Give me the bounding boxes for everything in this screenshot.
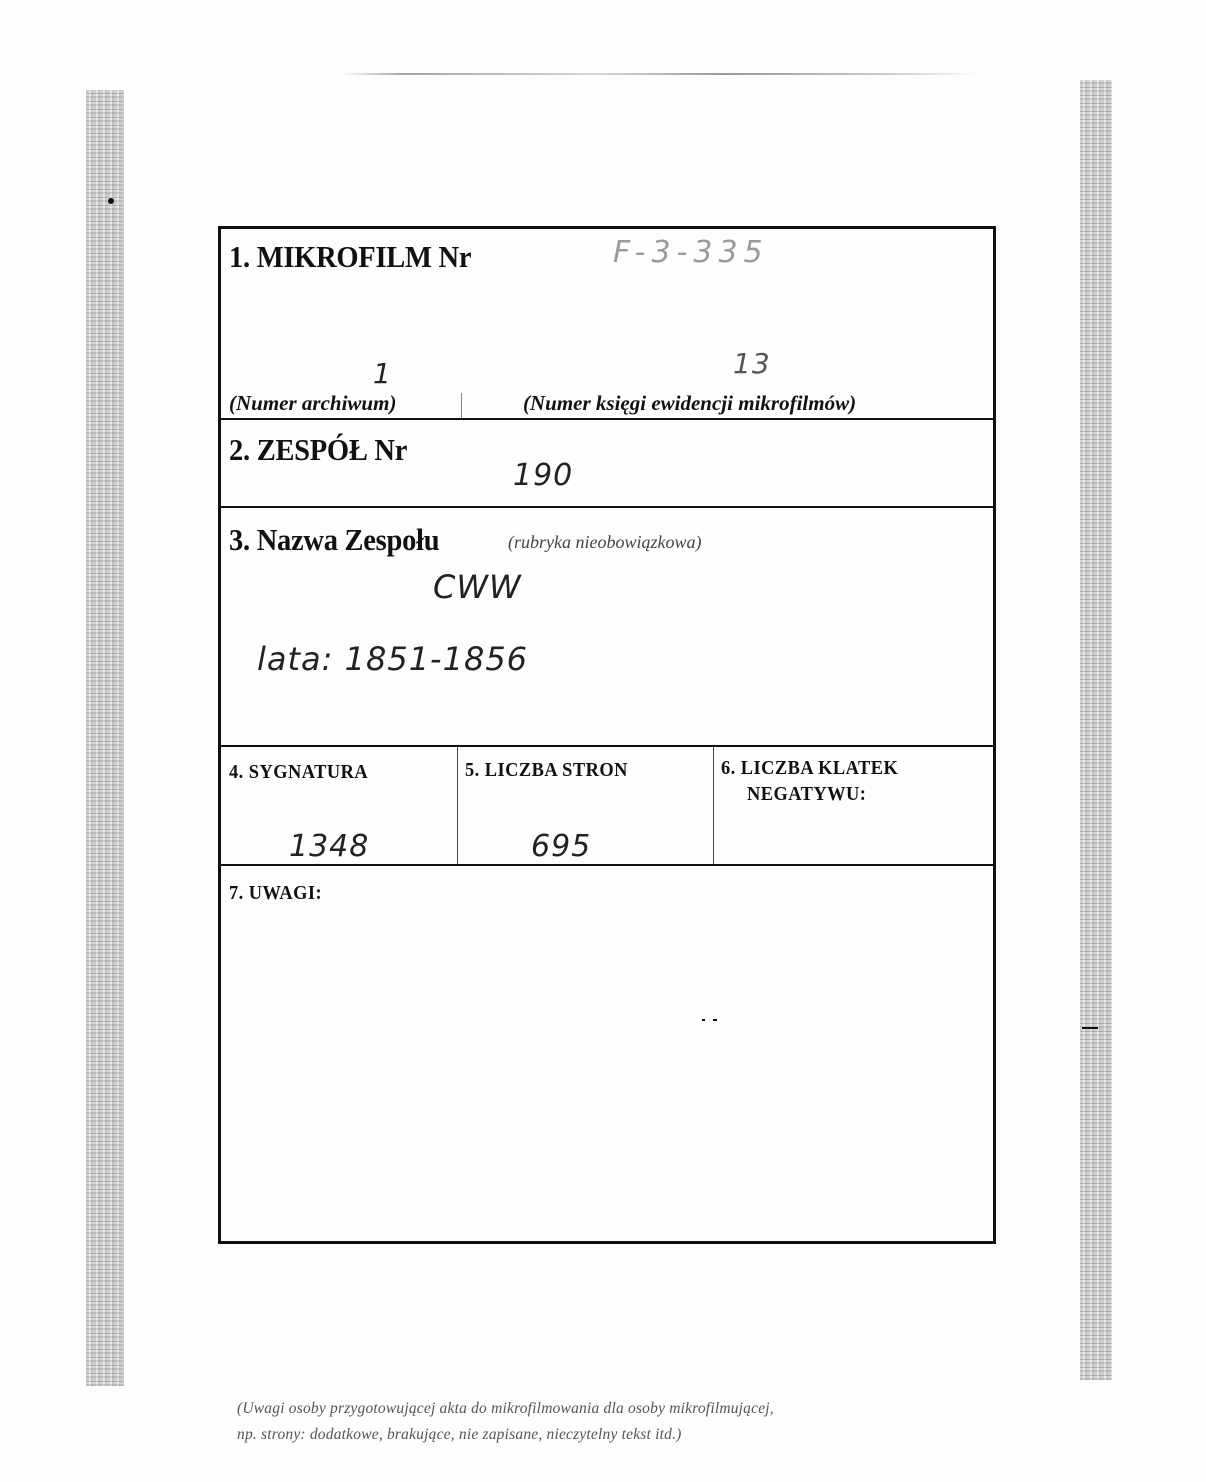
archive-number-caption: (Numer archiwum) — [229, 391, 397, 415]
section-fonds-number — [221, 420, 993, 508]
column-divider — [713, 747, 714, 864]
section-remarks — [221, 866, 993, 1443]
page-count-value: 695 — [531, 829, 592, 864]
column-divider — [457, 747, 458, 864]
section-fonds-name — [221, 508, 993, 747]
microfilm-number-label: 1. MIKROFILM Nr — [229, 239, 472, 274]
section-microfilm-number — [221, 229, 993, 420]
fonds-number-label: 2. ZESPÓŁ Nr — [229, 432, 408, 467]
scan-speck — [1082, 1027, 1098, 1029]
negative-frames-label-line1: 6. LICZBA KLATEK — [721, 757, 899, 779]
fonds-years-value: lata: 1851-1856 — [257, 640, 529, 678]
scan-edge-right — [1080, 80, 1112, 1380]
remarks-note — [237, 1396, 997, 1448]
remarks-note-line1: (Uwagi osoby przygotowującej akta do mikrofilmowania dla osoby mikrofilmującej, — [237, 1400, 774, 1417]
register-number-caption: (Numer księgi ewidencji mikrofilmów) — [523, 391, 857, 415]
fonds-name-label: 3. Nazwa Zespołu — [229, 522, 440, 557]
scan-edge-top — [340, 73, 980, 75]
caption-divider — [461, 393, 462, 418]
remarks-note-line2: np. strony: dodatkowe, brakujące, nie zapisane, nieczytelny tekst itd.) — [237, 1426, 682, 1443]
register-number-value: 13 — [733, 347, 771, 380]
section-signature-pages-frames — [221, 747, 993, 866]
fonds-name-note: (rubryka nieobowiązkowa) — [508, 532, 702, 552]
signature-label: 4. SYGNATURA — [229, 761, 369, 783]
signature-value: 1348 — [289, 829, 370, 864]
scan-edge-left — [86, 90, 124, 1386]
remarks-label: 7. UWAGI: — [229, 882, 323, 904]
fonds-name-value: CWW — [433, 568, 522, 606]
archive-number-value: 1 — [373, 357, 392, 390]
fonds-number-value: 190 — [513, 458, 574, 493]
microfilm-record-form — [218, 226, 996, 1443]
negative-frames-label-line2: NEGATYWU: — [747, 783, 867, 805]
microfilm-number-value: F-3-335 — [613, 235, 769, 270]
scan-speck — [108, 198, 114, 204]
page-count-label: 5. LICZBA STRON — [465, 759, 628, 781]
